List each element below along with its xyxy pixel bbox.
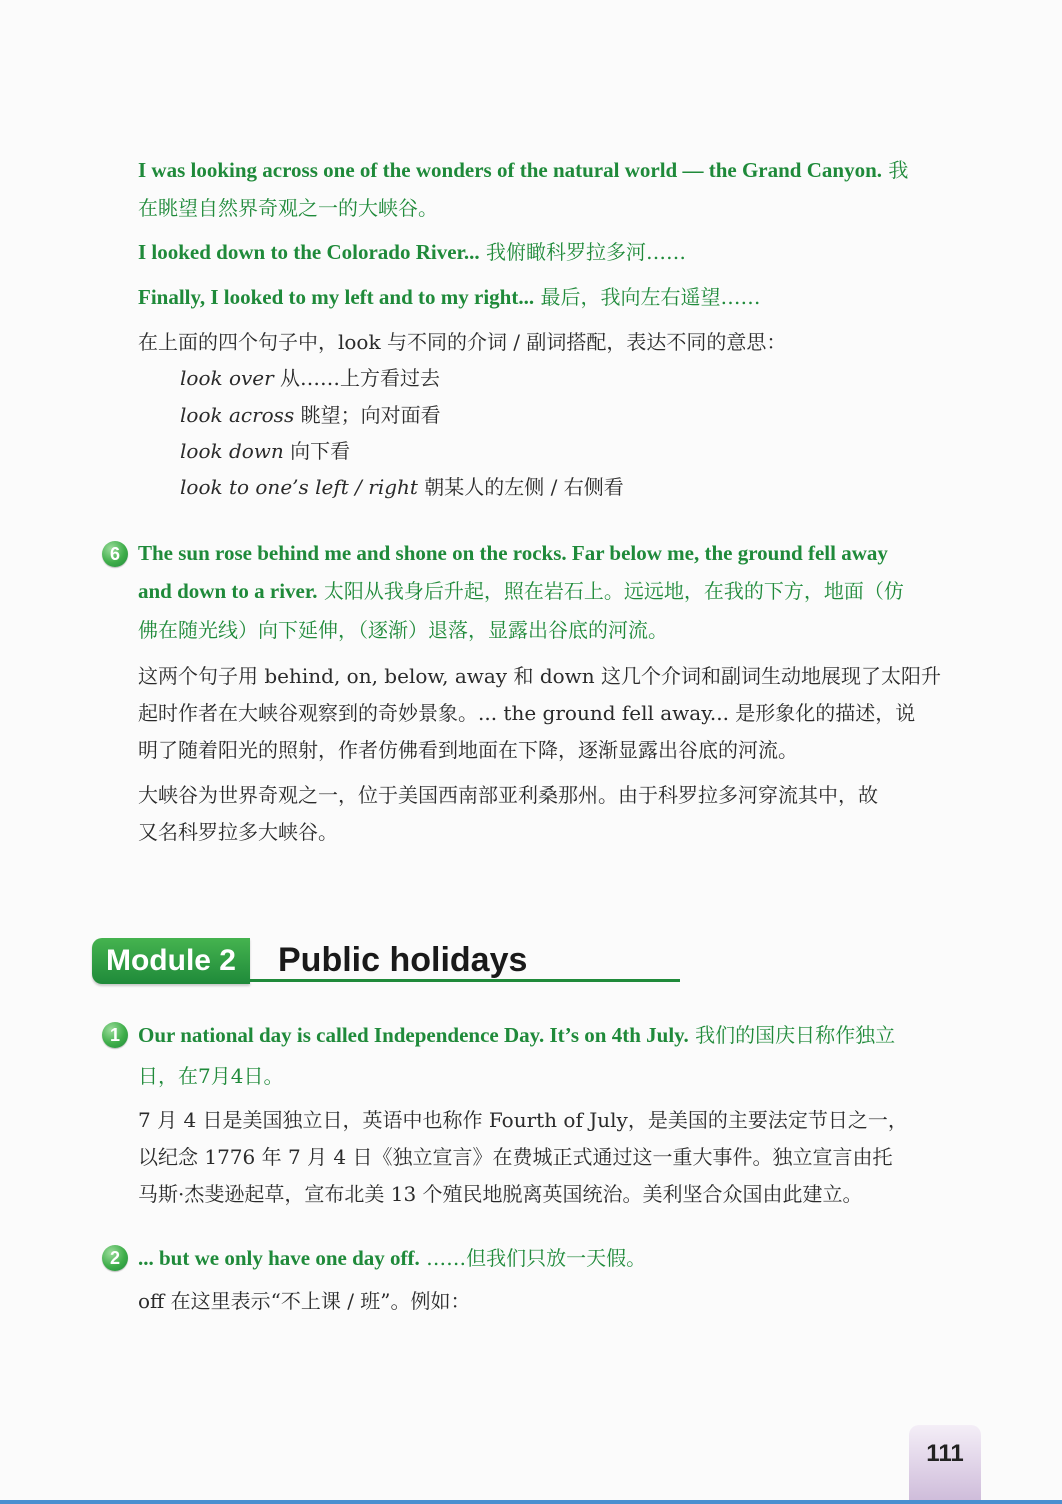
sec1-line2: I looked down to the Colorado River... 我俯瞰科罗拉多河……: [138, 240, 687, 264]
item6-para5: 又名科罗拉多大峡谷。: [138, 820, 338, 844]
item1-line1: Our national day is called Independence Day. It’s on 4th July. 我们的国庆日称作独立: [138, 1023, 896, 1047]
item6-para2: 起时作者在大峡谷观察到的奇妙景象。... the ground fell away... 是形象化的描述，说: [138, 701, 916, 725]
item1-para3: 马斯·杰斐逊起草，宣布北美 13 个殖民地脱离英国统治。美利坚合众国由此建立。: [138, 1182, 863, 1206]
phrase-look-across: look across 眺望；向对面看: [180, 403, 441, 427]
sec1-line1b: 在眺望自然界奇观之一的大峡谷。: [138, 196, 438, 220]
item6-line2: and down to a river. 太阳从我身后升起，照在岩石上。远远地，在我的下方，地面（仿: [138, 579, 904, 603]
item1-line2: 日，在7月4日。: [138, 1064, 284, 1088]
item6-para1: 这两个句子用 behind, on, below, away 和 down 这几个介词和副词生动地展现了太阳升: [138, 664, 942, 688]
item2-line1: ... but we only have one day off. ……但我们只放一天假。: [138, 1246, 647, 1270]
item6-line1: The sun rose behind me and shone on the rocks. Far below me, the ground fell away: [138, 541, 888, 565]
sec1-line1: I was looking across one of the wonders of the natural world — the Grand Canyon. 我: [138, 158, 909, 182]
item1-para1: 7 月 4 日是美国独立日，英语中也称作 Fourth of July，是美国的主要法定节日之一，: [138, 1108, 908, 1132]
phrase-look-to-left-right: look to one’s left / right 朝某人的左侧 / 右侧看: [180, 475, 624, 499]
module-badge: Module 2: [92, 938, 250, 984]
item6-para3: 明了随着阳光的照射，作者仿佛看到地面在下降，逐渐显露出谷底的河流。: [138, 738, 798, 762]
item1-para2: 以纪念 1776 年 7 月 4 日《独立宣言》在费城正式通过这一重大事件。独立宣言由托: [138, 1145, 893, 1169]
item6-line3: 佛在随光线）向下延伸，（逐渐）退落，显露出谷底的河流。: [138, 618, 668, 642]
bottom-border: [0, 1500, 1062, 1504]
item2-line2: off 在这里表示“不上课 / 班”。例如：: [138, 1289, 471, 1313]
item6-para4: 大峡谷为世界奇观之一，位于美国西南部亚利桑那州。由于科罗拉多河穿流其中，故: [138, 783, 878, 807]
module-title-underline: [250, 979, 680, 982]
page-number: 111: [926, 1440, 964, 1467]
item-number-badge-1: 1: [102, 1022, 128, 1048]
sec1-line3: Finally, I looked to my left and to my right... 最后，我向左右遥望……: [138, 285, 761, 309]
sec1-explanation: 在上面的四个句子中，look 与不同的介词 / 副词搭配，表达不同的意思：: [138, 330, 787, 354]
module-title: Public holidays: [278, 941, 528, 979]
item-number-badge-2: 2: [102, 1245, 128, 1271]
phrase-look-over: look over 从……上方看过去: [180, 366, 441, 390]
item-number-badge-6: 6: [102, 541, 128, 567]
phrase-look-down: look down 向下看: [180, 439, 351, 463]
